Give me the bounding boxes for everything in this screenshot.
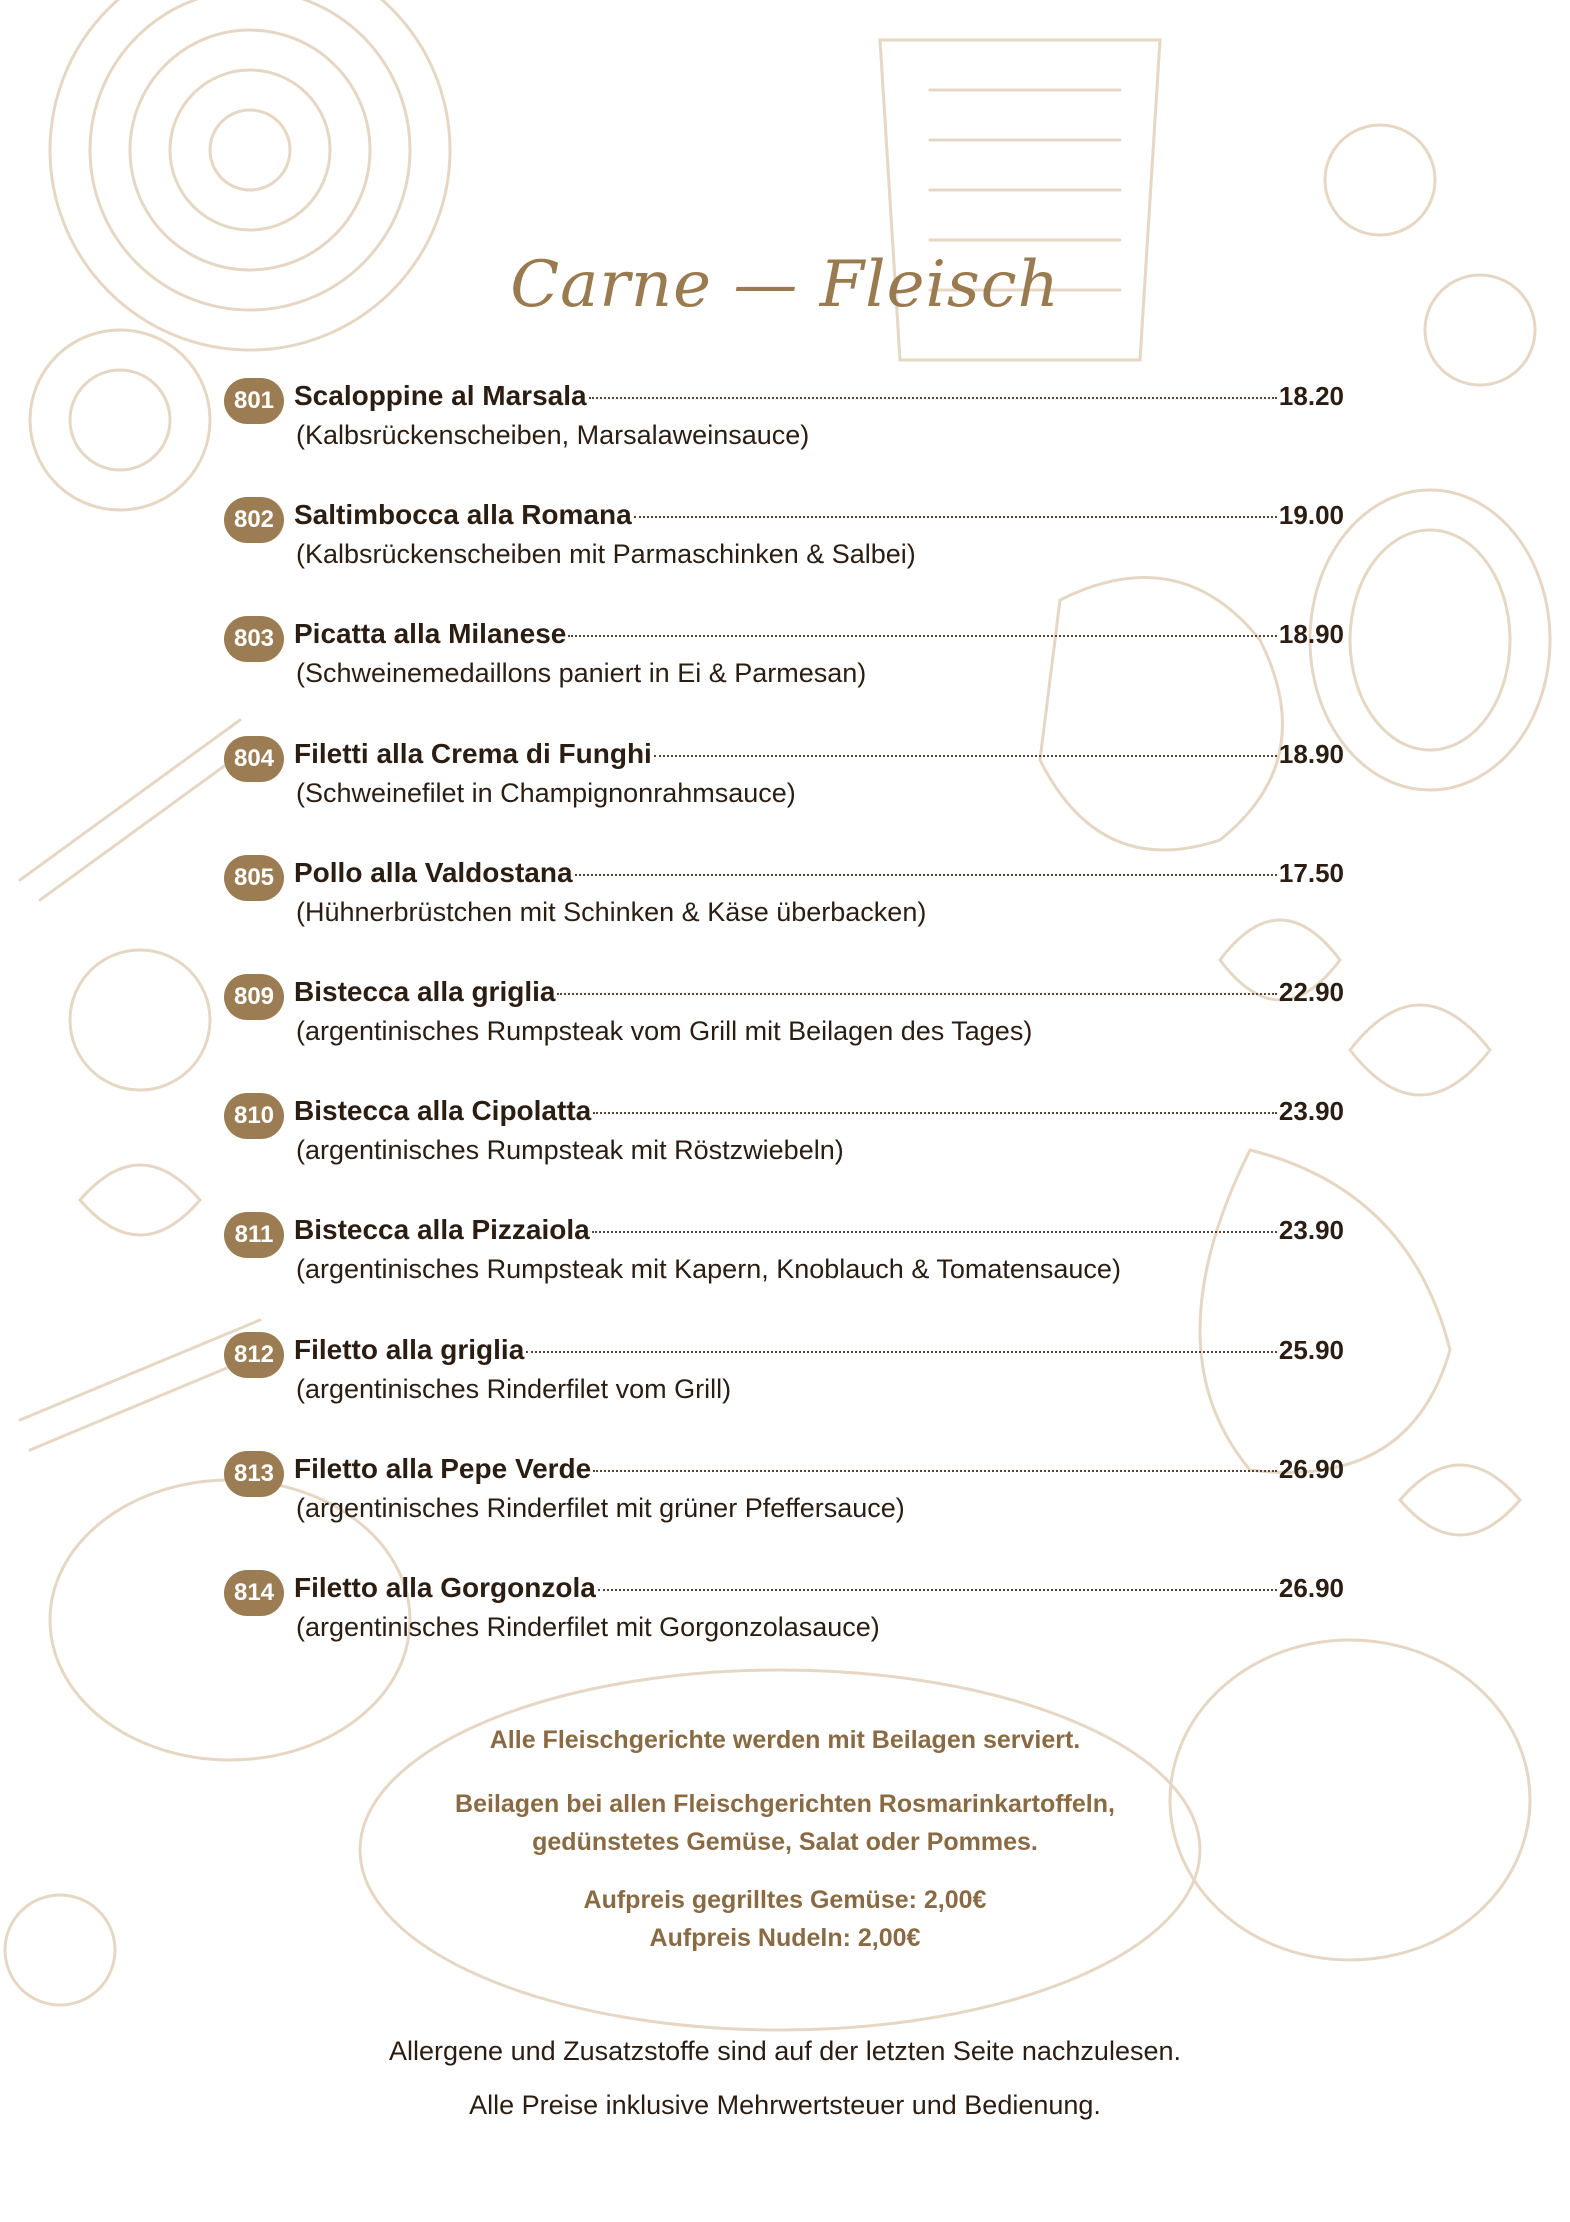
item-description: (Hühnerbrüstchen mit Schinken & Käse überbacken) xyxy=(296,896,927,927)
item-name: Filetto alla griglia xyxy=(294,1333,525,1365)
item-name: Pollo alla Valdostana xyxy=(294,856,573,888)
item-description: (Schweinefilet in Champignonrahmsauce) xyxy=(296,777,796,808)
item-price: 18.90 xyxy=(1278,738,1344,769)
item-line xyxy=(294,857,1344,889)
item-line xyxy=(294,618,1344,650)
item-name: Filetto alla Gorgonzola xyxy=(294,1571,596,1603)
item-number-badge: 804 xyxy=(224,736,284,782)
item-number-badge: 802 xyxy=(224,497,284,543)
item-description: (argentinisches Rumpsteak mit Kapern, Knoblauch & Tomatensauce) xyxy=(296,1254,1121,1285)
item-price: 22.90 xyxy=(1278,976,1344,1007)
item-line xyxy=(294,1214,1344,1246)
dot-leader xyxy=(557,993,1276,995)
item-description: (argentinisches Rumpsteak mit Röstzwiebeln) xyxy=(296,1135,844,1166)
dot-leader xyxy=(589,397,1277,399)
item-line xyxy=(294,380,1344,412)
menu-item xyxy=(224,1332,1344,1451)
sides-served-note: Alle Fleischgerichte werden mit Beilagen serviert. xyxy=(489,1726,1081,1754)
item-name: Scaloppine al Marsala xyxy=(294,380,587,411)
item-name: Saltimbocca alla Romana xyxy=(294,499,632,531)
item-number-badge: 805 xyxy=(224,855,284,901)
dot-leader xyxy=(654,755,1277,757)
item-price: 18.20 xyxy=(1278,381,1344,411)
item-number-badge: 813 xyxy=(224,1451,284,1497)
item-price: 23.90 xyxy=(1278,1096,1344,1127)
item-description: (argentinisches Rumpsteak vom Grill mit Beilagen des Tages) xyxy=(296,1015,1033,1046)
item-description: (Schweinemedaillons paniert in Ei & Parmesan) xyxy=(296,658,867,689)
item-price: 18.90 xyxy=(1278,619,1344,650)
item-name: Bistecca alla Pizzaiola xyxy=(294,1214,590,1246)
dot-leader xyxy=(598,1589,1277,1591)
item-name: Filetto alla Pepe Verde xyxy=(294,1452,592,1484)
menu-item xyxy=(224,378,1344,497)
sides-note-line1: Beilagen bei allen Fleischgerichten Rosmarinkartoffeln, xyxy=(455,1790,1115,1818)
item-price: 23.90 xyxy=(1278,1215,1344,1246)
dot-leader xyxy=(634,516,1277,518)
item-name: Filetti alla Crema di Funghi xyxy=(294,737,652,769)
item-description: (Kalbsrückenscheiben mit Parmaschinken & Salbei) xyxy=(296,539,916,570)
item-number-badge: 814 xyxy=(224,1570,284,1616)
menu-item xyxy=(224,1451,1344,1570)
item-line xyxy=(294,1095,1344,1127)
item-name: Picatta alla Milanese xyxy=(294,618,567,650)
dot-leader xyxy=(568,635,1277,637)
item-line xyxy=(294,499,1344,531)
item-price: 19.00 xyxy=(1278,500,1344,531)
item-price: 26.90 xyxy=(1278,1572,1344,1603)
item-number-badge: 801 xyxy=(224,378,284,424)
allergen-note: Allergene und Zusatzstoffe sind auf der letzten Seite nachzulesen. xyxy=(388,2036,1181,2066)
dot-leader xyxy=(593,1470,1277,1472)
item-line xyxy=(294,976,1344,1008)
menu-item xyxy=(224,616,1344,735)
dot-leader xyxy=(575,874,1277,876)
item-line xyxy=(294,1334,1344,1366)
item-number-badge: 810 xyxy=(224,1093,284,1139)
dot-leader xyxy=(592,1231,1277,1233)
sides-note-line2: gedünstetes Gemüse, Salat oder Pommes. xyxy=(532,1828,1038,1856)
item-line xyxy=(294,1453,1344,1485)
item-description: (Kalbsrückenscheiben, Marsalaweinsauce) xyxy=(296,420,810,450)
item-price: 25.90 xyxy=(1278,1334,1344,1365)
item-number-badge: 803 xyxy=(224,616,284,662)
menu-item xyxy=(224,974,1344,1093)
dot-leader xyxy=(593,1112,1277,1114)
item-number-badge: 811 xyxy=(224,1212,284,1258)
item-name: Bistecca alla Cipolatta xyxy=(294,1095,592,1127)
page-title: Carne — Fleisch xyxy=(510,248,1060,322)
surcharge-vegetables: Aufpreis gegrilltes Gemüse: 2,00€ xyxy=(583,1886,987,1914)
item-price: 17.50 xyxy=(1278,857,1344,888)
item-number-badge: 809 xyxy=(224,974,284,1020)
menu-item xyxy=(224,1212,1344,1331)
item-description: (argentinisches Rinderfilet mit grüner Pfeffersauce) xyxy=(296,1492,905,1523)
menu-item xyxy=(224,497,1344,616)
item-line xyxy=(294,1572,1344,1604)
menu-list xyxy=(224,378,1344,1689)
item-description: (argentinisches Rinderfilet vom Grill) xyxy=(296,1373,732,1404)
menu-item xyxy=(224,1093,1344,1212)
surcharge-pasta: Aufpreis Nudeln: 2,00€ xyxy=(649,1924,921,1952)
item-name: Bistecca alla griglia xyxy=(294,975,556,1007)
menu-item xyxy=(224,736,1344,855)
price-note: Alle Preise inklusive Mehrwertsteuer und Bedienung. xyxy=(469,2090,1101,2120)
item-price: 26.90 xyxy=(1278,1453,1344,1484)
menu-item xyxy=(224,855,1344,974)
item-description: (argentinisches Rinderfilet mit Gorgonzolasauce) xyxy=(296,1611,880,1642)
dot-leader xyxy=(526,1351,1277,1353)
menu-item xyxy=(224,1570,1344,1689)
item-number-badge: 812 xyxy=(224,1332,284,1378)
item-line xyxy=(294,738,1344,770)
